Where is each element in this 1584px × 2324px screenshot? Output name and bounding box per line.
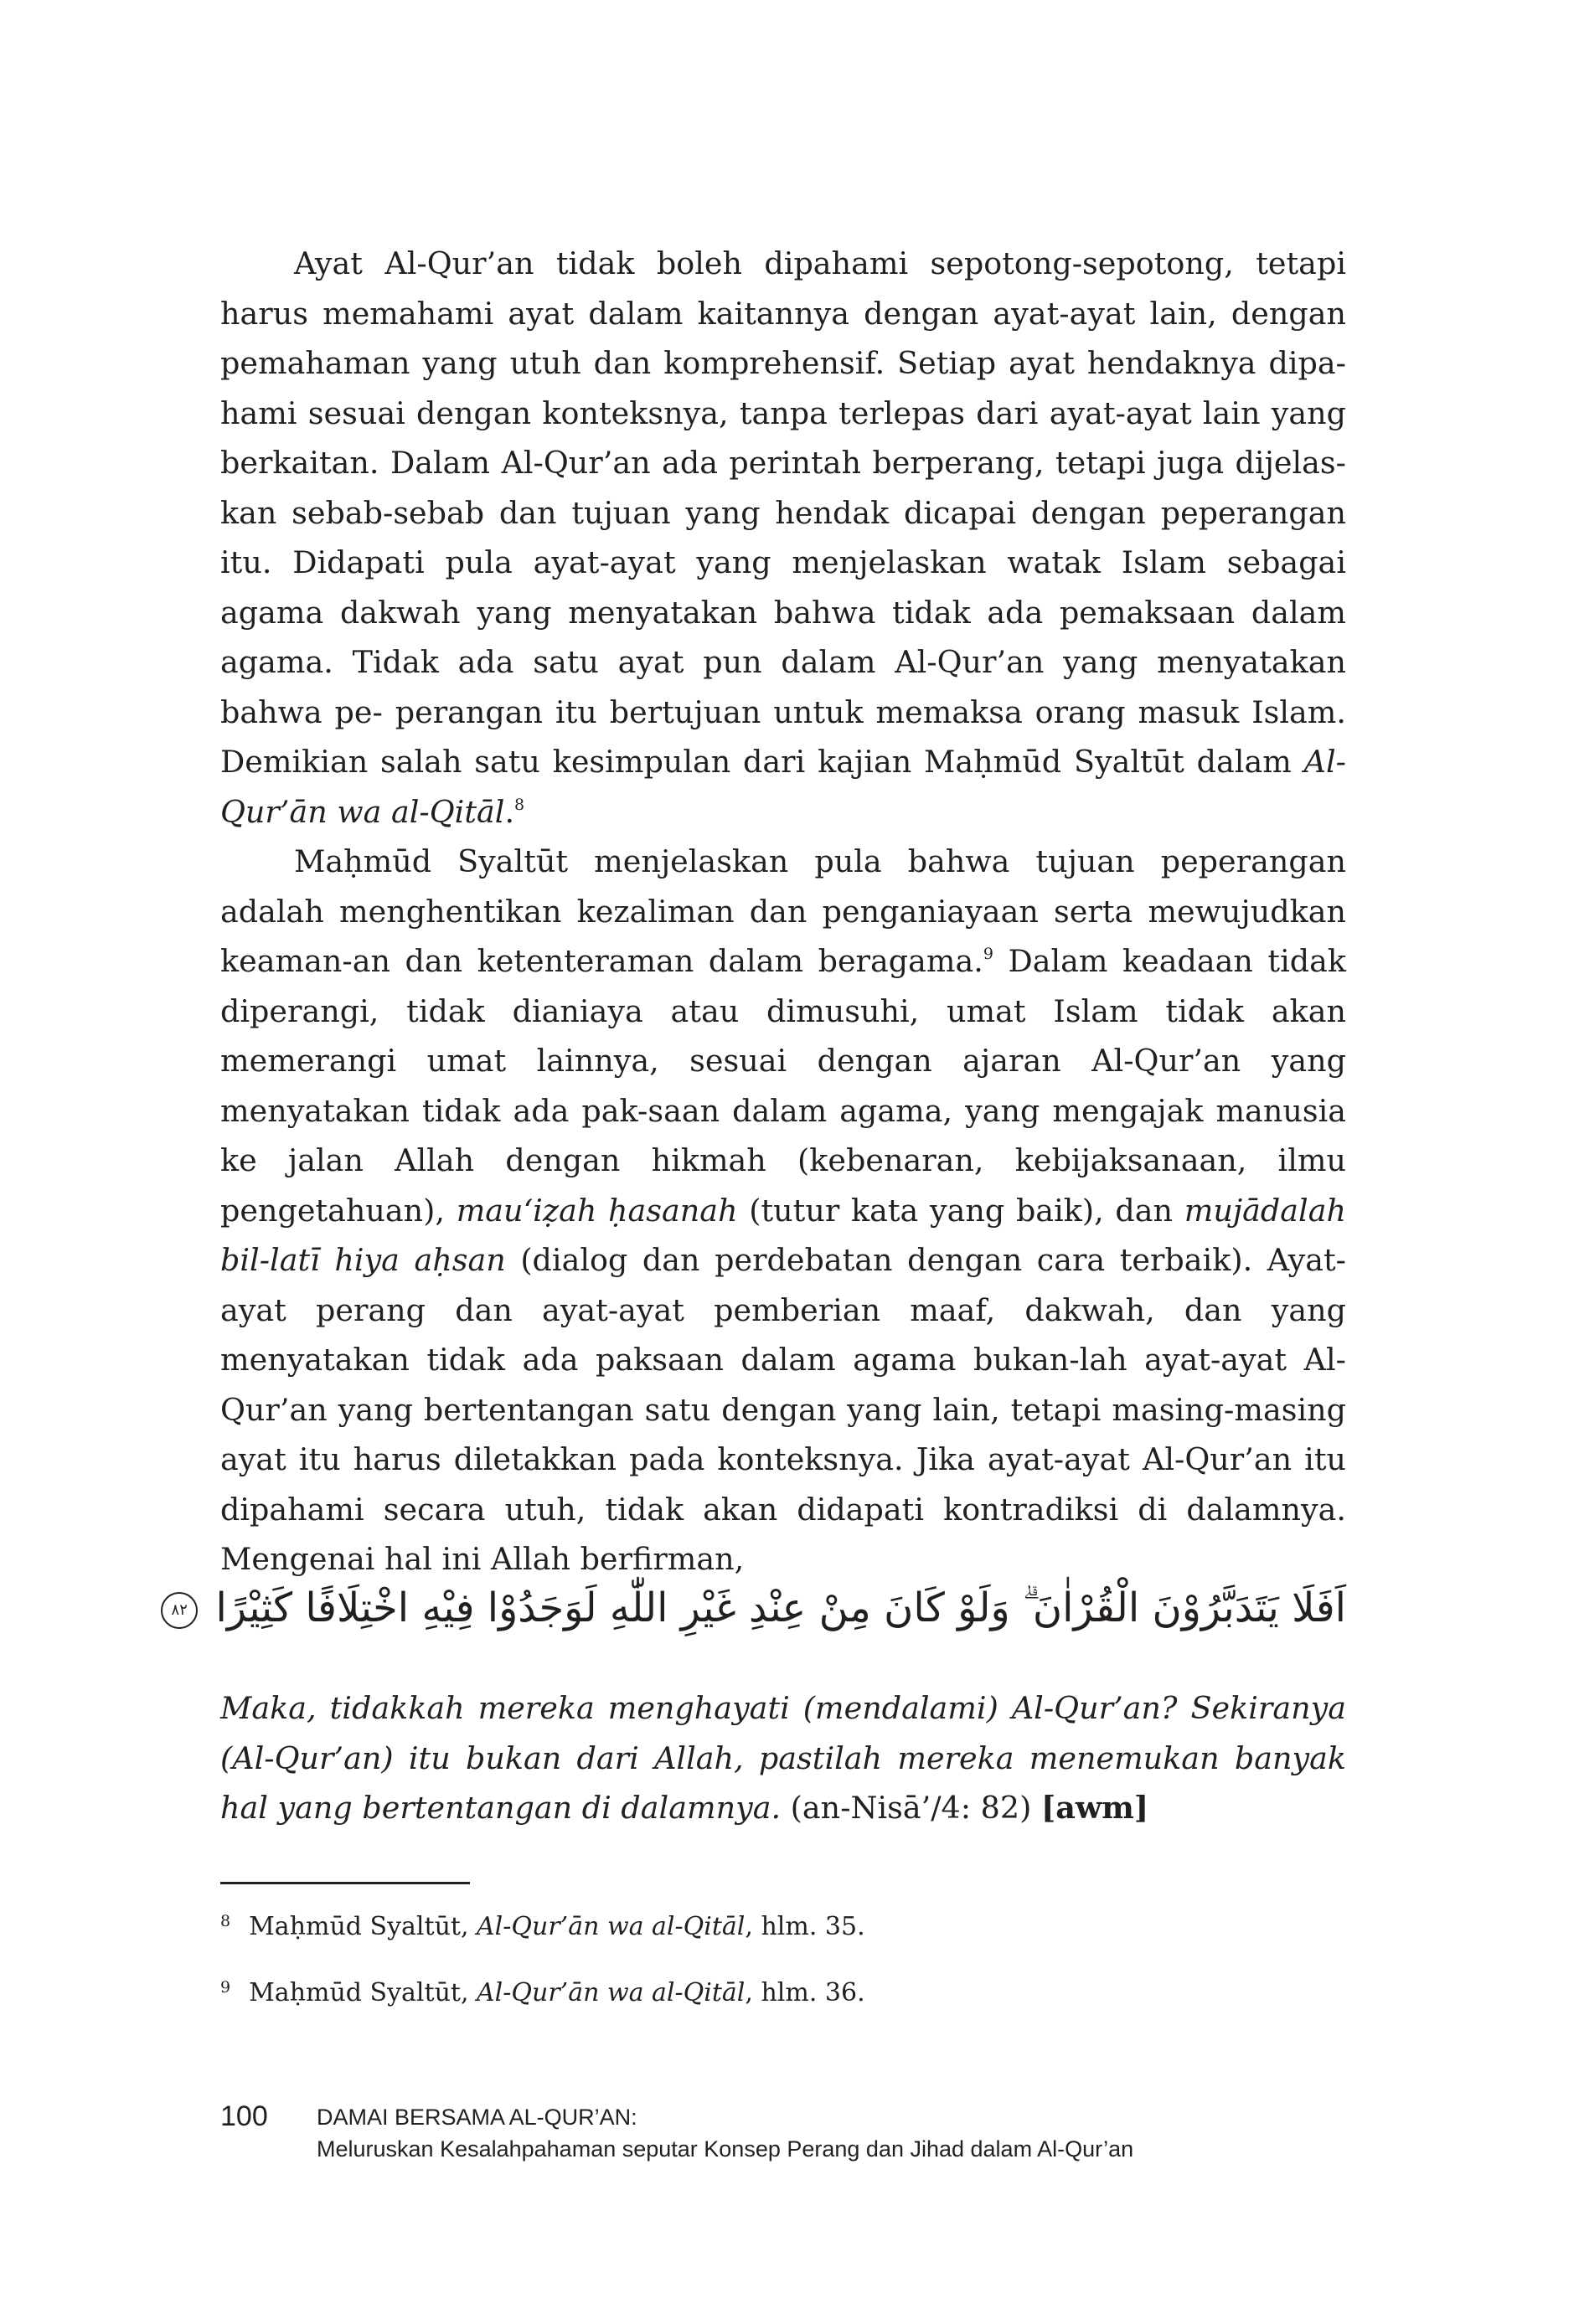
footnote-page: , hlm. 35. (745, 1912, 865, 1941)
footnote-number: 8 (220, 1912, 231, 1930)
footnote-number: 9 (220, 1978, 231, 1997)
footnote-author: Maḥmūd Syaltūt, (249, 1912, 477, 1941)
p1-line: harus memahami ayat dalam kaitannya dengan ayat-ayat lain, dengan (220, 295, 1346, 332)
p2-text: (dialog dan perdebatan dengan cara terbaik). Ayat-ayat perang dan ayat-ayat pemberian maaf, dakwah, dan yang menyatakan tidak ada paksaan dalam agama bukan-lah ayat-ayat Al-Qur’an yang bertentangan satu dengan yang lain, tetapi masing-masing ayat itu harus diletakkan pada konteksnya. Jika ayat-ayat Al-Qur’an itu dipahami secara utuh, tidak akan didapati kontradiksi di dalamnya. Mengenai hal ini Allah berfirman, (220, 1242, 1347, 1577)
verse-reference: (an-Nisā’/4: 82) (781, 1790, 1041, 1826)
p1-line: Tidak ada satu ayat pun dalam Al-Qur’an yang menyatakan bahwa pe- (220, 644, 1347, 730)
p1-text: salah satu kesimpulan dari kajian Maḥmūd Syaltūt dalam (380, 744, 1304, 780)
book-subtitle: Meluruskan Kesalahpahaman seputar Konsep Perang dan Jihad dalam Al-Qur’an (317, 2136, 1134, 2162)
footnote-ref-8[interactable]: 8 (514, 795, 525, 814)
italic-term: mujādalah bil-latī hiya aḥsan (220, 1192, 1346, 1278)
p1-line: dakwah yang menyatakan bahwa tidak ada pemaksaan dalam agama. (220, 594, 1346, 680)
p2-text: Dalam keadaan tidak diperangi, tidak dianiaya atau dimusuhi, umat Islam tidak akan memerangi umat lainnya, sesuai dengan ajaran Al-Qur’an yang menyatakan tidak ada pak-saan dalam agama, yang mengajak manusia ke jalan Allah dengan hikmah (kebenaran, kebijaksanaan, ilmu pengetahuan), (220, 943, 1346, 1229)
p1-line: kan sebab-sebab dan tujuan yang hendak dicapai dengan peperangan (220, 494, 1346, 531)
p1-line: Ayat Al-Qur’an tidak boleh dipahami sepotong-sepotong, tetapi (294, 245, 1346, 281)
footnotes (220, 1901, 1346, 2033)
footnote-8 (220, 1901, 1346, 1947)
p1-line: pemahaman yang utuh dan komprehensif. Setiap ayat hendaknya dipa- (220, 345, 1346, 381)
footnote-9 (220, 1967, 1346, 2013)
ayah-number-mark: ٨٢ (161, 1592, 198, 1629)
p1-end: . (504, 793, 515, 830)
p1-line: itu. Didapati pula ayat-ayat yang menjelaskan watak Islam sebagai agama (220, 544, 1346, 631)
footnote-ref-9[interactable]: 9 (983, 945, 993, 963)
running-title (317, 2101, 1133, 2165)
verse-translation (220, 1683, 1346, 1833)
p2-text: Maḥmūd Syaltūt menjelaskan pula bahwa tujuan peperangan adalah menghentikan kezaliman dan penganiayaan serta mewujudkan keaman-an dan ketenteraman dalam beragama. (220, 843, 1346, 979)
translation-text: Maka, tidakkah mereka menghayati (mendalami) Al-Qur’an? Sekiranya (Al-Qur’an) itu bukan dari Allah, pastilah mereka menemukan banyak hal yang bertentangan di dalamnya. (220, 1690, 1346, 1826)
p2-text: (tutur kata yang baik), dan (737, 1192, 1184, 1229)
p1-line: berkaitan. Dalam Al-Qur’an ada perintah berperang, tetapi juga dijelas- (220, 445, 1346, 481)
footnote-author: Maḥmūd Syaltūt, (249, 1978, 477, 2007)
p1-line: perangan itu bertujuan untuk memaksa orang masuk Islam. Demikian (220, 693, 1346, 780)
book-title: DAMAI BERSAMA AL-QUR’AN: (317, 2105, 637, 2130)
italic-term: mau‘iẓah ḥasanah (456, 1192, 738, 1229)
footnote-page: , hlm. 36. (745, 1978, 865, 2007)
p1-line: hami sesuai dengan konteksnya, tanpa terlepas dari ayat-ayat lain yang (220, 394, 1346, 431)
main-text (220, 239, 1346, 1585)
paragraph-2 (220, 837, 1346, 1585)
arabic-verse-text: اَفَلَا يَتَدَبَّرُوْنَ الْقُرْاٰنَ ۗ وَلَوْ كَانَ مِنْ عِنْدِ غَيْرِ اللّٰهِ لَوَجَدُوْا فِيْهِ اخْتِلَافًا كَثِيْرًا (215, 1585, 1346, 1631)
book-title-italic: Al-Qur’ān wa al-Qitāl (220, 744, 1346, 830)
paragraph-1 (220, 239, 1346, 837)
footnote-book: Al-Qur’ān wa al-Qitāl (477, 1912, 746, 1941)
page-number: 100 (220, 2100, 268, 2132)
footnote-divider (220, 1882, 470, 1884)
footnote-book: Al-Qur’ān wa al-Qitāl (477, 1978, 746, 2007)
arabic-verse (171, 1574, 1346, 1641)
translator-tag: [awm] (1040, 1790, 1149, 1826)
